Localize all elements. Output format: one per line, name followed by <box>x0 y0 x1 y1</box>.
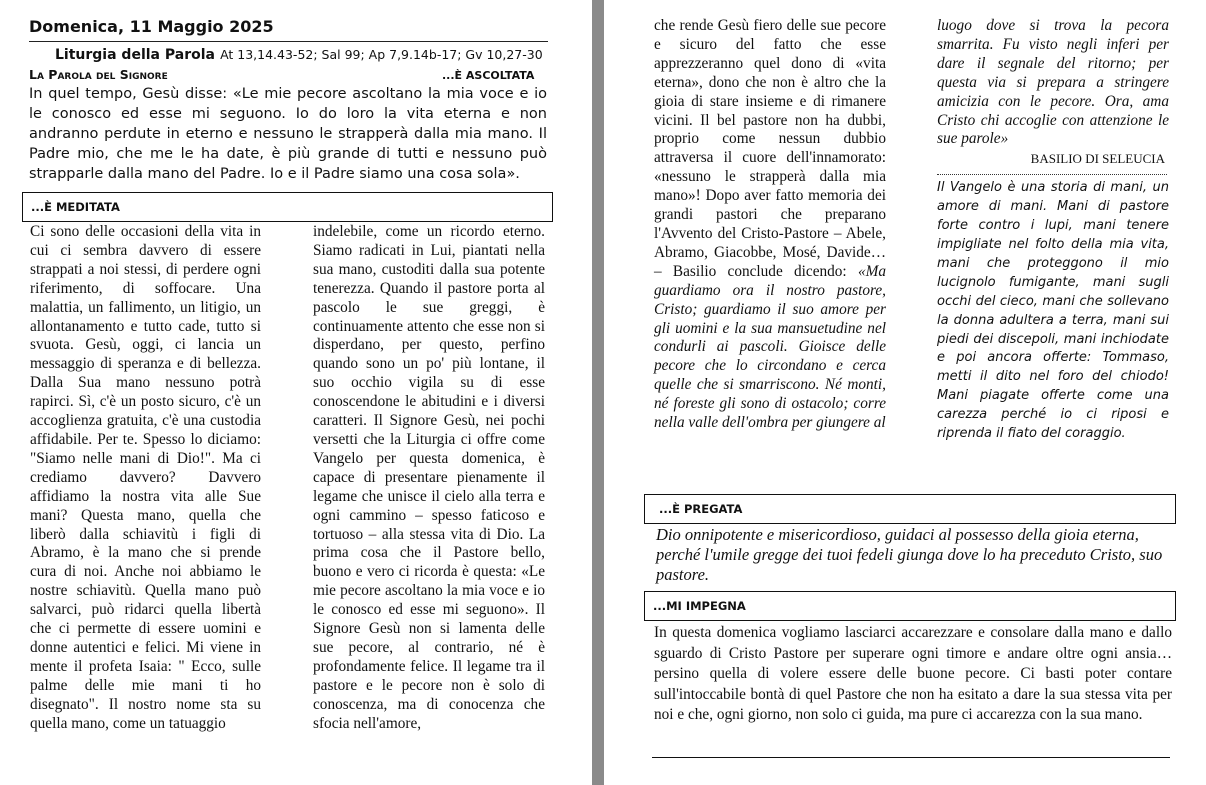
left-page <box>0 0 590 785</box>
quote-signature: BASILIO DI SELEUCIA <box>1030 151 1165 167</box>
parola-title: La Parola del Signore <box>29 67 168 82</box>
page-date: Domenica, 11 Maggio 2025 <box>29 17 274 36</box>
meditata-text-3: che rende Gesù fiero delle sue pecore e sicuro del fatto che esse apprezzeranno quel dono di «vita eterna», dono che non è altro che la gioia di stare insieme e di rimanere vicini. Il bel pastore non ha dubbi, proprio come nessun dubbio attraversa il cuore dell'innamorato: «nessuno le strapperà dalla mia mano»! Dopo aver fatto memoria dei grandi pastori che preparano l'Avvento del Cristo-Pastore – Abele, Abramo, Giacobbe, Mosé, Davide… – Basilio conclude dicendo: <box>654 17 886 280</box>
gospel-text: In quel tempo, Gesù disse: «Le mie pecore ascoltano la mia voce e io le conosco ed esse mi seguono. Io do loro la vita eterna e non andranno perdute in eterno e nessuno le strapperà dalla mia mano. Il Padre mio, che me le ha date, è più grande di tutti e nessuno può strapparle dalla mano del Padre. Io e il Padre siamo una cosa sola». <box>29 86 547 182</box>
meditata-column-4 <box>937 17 1169 444</box>
meditata-text-1: Ci sono delle occasioni della vita in cui ci sembra davvero di essere strappati a noi stessi, di perdere ogni riferimento, di soffocare. Una malattia, un fallimento, un litigio, un allontanamento e tutto cade, tutto si svuota. Gesù, oggi, ci lancia un messaggio di speranza e di bellezza. Dalla Sua mano nessuno potrà rapirci. Sì, c'è un posto sicuro, c'è un accoglienza gratuita, c'è una custodia affidabile. Per te. Spesso lo diciamo: "Siamo nelle mani di Dio!". Ma ci crediamo davvero? Davvero affidiamo la nostra vita alle Sue mani? Questa mano, quella che liberò dalla schiavitù i figli di Abramo, è la mano che si prende cura di noi. Anche noi abbiamo le nostre schiavitù. Quella mano può salvarci, può ridarci quella libertà che ci permette di essere uomini e donne autentici e felici. Mi viene in mente il profeta Isaia: " Ecco, sulle palme delle mie mani ti ho disegnato". Il nostro nome sta su quella mano, come un tatuaggio <box>30 223 261 732</box>
meditata-column-2 <box>313 223 545 733</box>
meditata-label: ...È MEDITATA <box>31 200 120 214</box>
meditata-box <box>22 192 553 222</box>
page-gutter <box>592 0 604 785</box>
liturgy-header <box>55 44 555 63</box>
pregata-box <box>644 494 1176 524</box>
pregata-label: ...È PREGATA <box>659 502 743 516</box>
reflection-text: Il Vangelo è una storia di mani, un amore di mani. Mani di pastore forte contro i lupi, mani tenere impigliate nel folto della mia vita, mani che proteggono il mio lucignolo fumigante, mani sugli occhi del cieco, mani che sollevano la donna adultera a terra, mani sui piedi dei discepoli, mani inchiodate e poi ancora offerte: Tommaso, metti il dito nel foro del chiodo! Mani piagate offerte come una carezza perché io ci riposi e riprenda il fiato del coraggio. <box>937 180 1169 442</box>
basilio-quote-part-2: luogo dove si trova la pecora smarrita. Fu visto negli inferi per dare il segnale del ritorno; per questa via si prepara a stringere amicizia con le pecore. Ora, ama Cristo chi accoglie con attenzione le sue parole» <box>937 17 1169 148</box>
meditata-text-2: indelebile, come un ricordo eterno. Siamo radicati in Lui, piantati nella sua mano, custoditi dalla sua potente tenerezza. Quando il pastore porta al pascolo le sue greggi, è continuamente attento che esse non si disperdano, per questo, perfino quando sono un po' più lontane, il suo occhio vigila su di esse conoscendone le abitudini e i diversi caratteri. Il Signore Gesù, nei pochi versetti che la Liturgia ci offre come Vangelo per questa domenica, è capace di presentare pienamente il legame che unisce il cielo alla terra e ogni cammino – spesso faticoso e tortuoso – alla stessa vita di Dio. La prima cosa che il Pastore bello, buono e vero ci ricorda è questa: «Le mie pecore ascoltano la mia voce e io le conosco ed esse mi seguono». Il Signore Gesù non si lamenta delle sue pecore, al contrario, né è profondamente felice. Il legame tra il pastore e le pecore non è solo di conoscenza, ma di conocenza che sfocia nell'amore, <box>313 223 545 732</box>
liturgy-refs: At 13,14.43-52; Sal 99; Ap 7,9.14b-17; Gv 10,27-30 <box>220 47 543 62</box>
commitment-text: In questa domenica vogliamo lasciarci accarezzare e consolare dalla mano e dallo sguardo di Cristo Pastore per superare ogni timore e andare oltre ogni ansia… persino quella di volere essere delle buone pecore. Ci basti poter contare sull'intoccabile bontà di quel Pastore che non ha esitato a dare la sua stessa vita per noi e che, ogni giorno, non solo ci guida, ma pure ci accarezza con la sua mano. <box>654 624 1172 723</box>
date-divider <box>29 41 548 42</box>
prayer-text: Dio onnipotente e misericordioso, guidaci al possesso della gioia eterna, perché l'umile gregge dei tuoi fedeli giunga dove lo ha preceduto Cristo, suo pastore. <box>656 525 1163 584</box>
ascoltata-label: ...È ASCOLTATA <box>442 69 535 82</box>
impegna-box <box>644 591 1176 621</box>
liturgy-label: Liturgia della Parola <box>55 47 215 63</box>
meditata-column-3 <box>654 17 886 433</box>
dotted-separator <box>937 174 1167 175</box>
meditata-column-1 <box>30 223 261 733</box>
impegna-label: ...MI IMPEGNA <box>653 599 746 613</box>
closing-rule <box>652 757 1170 758</box>
basilio-quote-part-1: «Ma guardiamo ora il nostro pastore, Cristo; guardiamo il suo amore per gli uomini e la sua mansuetudine nel condurli ai pascoli. Gioisce delle pecore che lo circondano e cerca quelle che si smarriscono. Né monti, né foreste gli sono di ostacolo; corre nella valle dell'ombra per giungere al <box>654 262 886 432</box>
right-page <box>604 0 1206 785</box>
